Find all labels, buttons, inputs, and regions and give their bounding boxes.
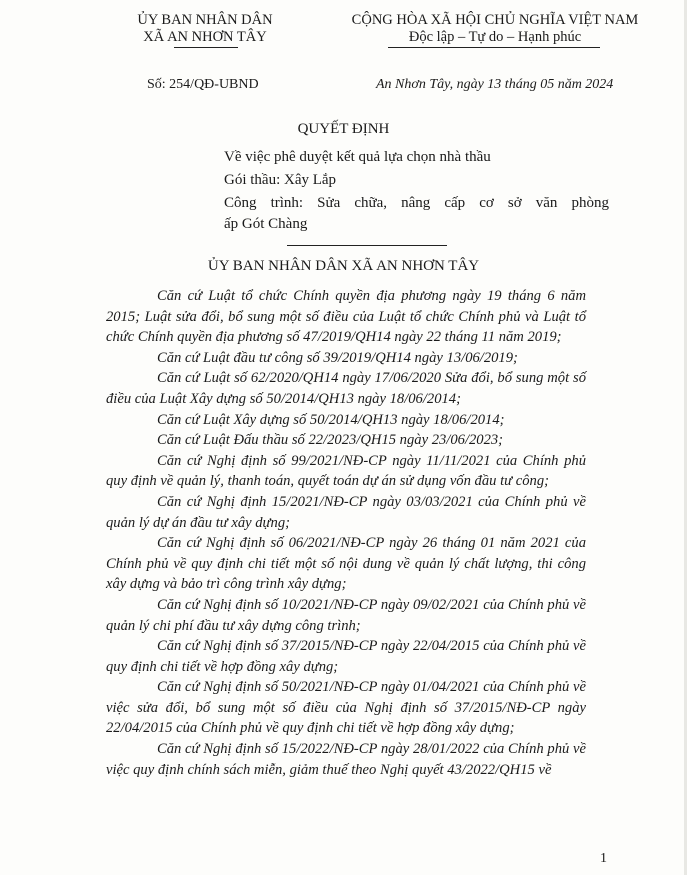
paragraph: Căn cứ Nghị định số 06/2021/NĐ-CP ngày 26 tháng 01 năm 2021 của Chính phủ về quy định chi tiết một số nội dung về quản lý chất lượng, thi công xây dựng và bảo trì công trình xây dựng; (106, 535, 586, 593)
document-body (106, 286, 586, 780)
motto-underline (388, 47, 600, 48)
paragraph: Căn cứ Nghị định số 15/2022/NĐ-CP ngày 28/01/2022 của Chính phủ về việc quy định chính sách miễn, giảm thuế theo Nghị quyết 43/2022/QH15 về (106, 741, 586, 778)
page-number: 1 (600, 851, 607, 866)
divider (287, 245, 447, 246)
paragraph: Căn cứ Luật đầu tư công số 39/2019/QH14 ngày 13/06/2019; (157, 349, 518, 366)
paragraph: Căn cứ Luật số 62/2020/QH14 ngày 17/06/2020 Sửa đổi, bổ sung một số điều của Luật Xây dựng số 50/2014/QH13 ngày 18/06/2014; (106, 370, 586, 407)
paragraph: Căn cứ Nghị định số 10/2021/NĐ-CP ngày 09/02/2021 của Chính phủ về quản lý chi phí đầu tư xây dựng công trình; (106, 596, 586, 634)
issuing-agency-header (120, 12, 290, 46)
issuer-heading: ỦY BAN NHÂN DÂN XÃ AN NHƠN TÂY (207, 258, 480, 274)
agency-line-2: XÃ AN NHƠN TÂY (143, 29, 267, 45)
subject-line-2: Gói thầu: Xây Lắp (224, 172, 337, 188)
subject-line-1: Về việc phê duyệt kết quả lựa chọn nhà thầu (224, 149, 491, 165)
agency-line-1: ỦY BAN NHÂN DÂN (137, 12, 273, 28)
paragraph: Căn cứ Luật tổ chức Chính quyền địa phương ngày 19 tháng 6 năm 2015; Luật sửa đổi, bổ sung một số điều của Luật tổ chức Chính phủ và Luật tổ chức Chính quyền địa phương số 47/2019/QH14 ngày 22 tháng 11 năm 2019; (106, 288, 586, 346)
document-title: QUYẾT ĐỊNH (297, 121, 390, 137)
place-date: An Nhơn Tây, ngày 13 tháng 05 năm 2024 (376, 77, 614, 92)
paragraph: Căn cứ Nghị định số 37/2015/NĐ-CP ngày 22/04/2015 của Chính phủ về quy định chi tiết về hợp đồng xây dựng; (106, 638, 586, 675)
country-name: CỘNG HÒA XÃ HỘI CHỦ NGHĨA VIỆT NAM (351, 12, 639, 28)
paragraph: Căn cứ Nghị định số 50/2021/NĐ-CP ngày 01/04/2021 của Chính phủ về việc sửa đổi, bổ sung một số điều của Nghị định số 37/2015/NĐ-CP ngày 22/04/2015 của Chính phủ về quy định chi tiết về hợp đồng xây dựng; (106, 679, 586, 737)
paragraph: Căn cứ Luật Đấu thầu số 22/2023/QH15 ngày 23/06/2023; (157, 432, 504, 449)
national-motto-header (330, 12, 660, 46)
motto: Độc lập – Tự do – Hạnh phúc (408, 29, 582, 45)
paragraph: Căn cứ Nghị định 15/2021/NĐ-CP ngày 03/03/2021 của Chính phủ về quản lý dự án đầu tư xây dựng; (106, 493, 586, 531)
paragraph: Căn cứ Luật Xây dựng số 50/2014/QH13 ngày 18/06/2014; (157, 411, 505, 428)
subject-line-4: ấp Gót Chàng (224, 216, 308, 232)
paragraph: Căn cứ Nghị định số 99/2021/NĐ-CP ngày 11/11/2021 của Chính phủ quy định về quản lý, thanh toán, quyết toán dự án sử dụng vốn đầu tư công; (106, 452, 586, 490)
subject-line-3: Công trình: Sửa chữa, nâng cấp cơ sở văn phòng (224, 195, 609, 211)
agency-underline (174, 47, 238, 48)
document-number: Số: 254/QĐ-UBND (147, 77, 259, 92)
